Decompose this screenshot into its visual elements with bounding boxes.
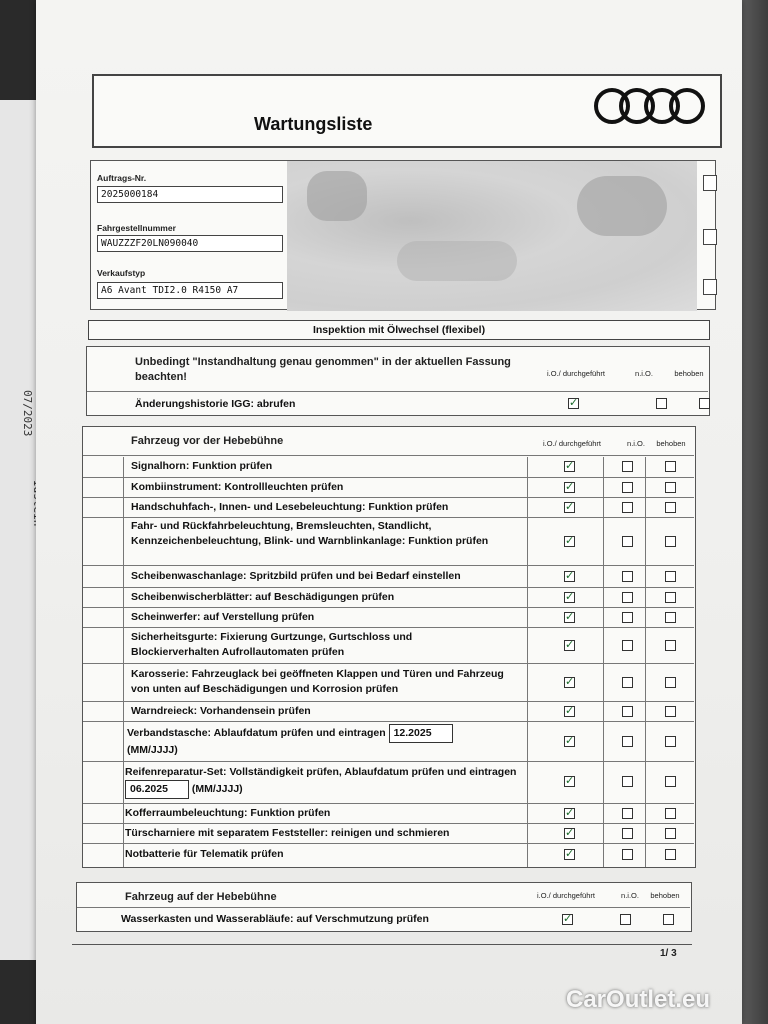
checklist-row: [83, 761, 694, 803]
checklist-row: [83, 497, 694, 517]
col-ok-header: i.O./ durchgeführt: [547, 369, 605, 378]
ok-checkbox[interactable]: [564, 640, 575, 651]
checklist-row: [83, 843, 694, 865]
info-side-box: [703, 229, 717, 245]
footer-divider: [72, 944, 692, 945]
row-text: Kofferraumbeleuchtung: Funktion prüfen: [125, 807, 331, 819]
col-fixed-header: behoben: [674, 369, 704, 378]
ok-checkbox[interactable]: [564, 808, 575, 819]
nok-checkbox[interactable]: [622, 808, 633, 819]
ok-checkbox[interactable]: [564, 536, 575, 547]
row-text: Türscharniere mit separatem Feststeller: reinigen und schmieren: [125, 827, 450, 839]
ok-checkbox[interactable]: [564, 461, 575, 472]
ok-checkbox[interactable]: [564, 849, 575, 860]
info-side-box: [703, 175, 717, 191]
row-text: Kombiinstrument: Kontrollleuchten prüfen: [131, 481, 344, 493]
fixed-checkbox[interactable]: [665, 502, 676, 513]
ok-checkbox[interactable]: [564, 828, 575, 839]
checklist-block-2: [82, 426, 696, 868]
row-text: Scheibenwaschanlage: Spritzbild prüfen und bei Bedarf einstellen: [131, 570, 461, 582]
ok-checkbox[interactable]: [564, 612, 575, 623]
ok-checkbox[interactable]: [568, 398, 579, 409]
fixed-checkbox[interactable]: [665, 828, 676, 839]
nok-checkbox[interactable]: [622, 736, 633, 747]
checklist-row: [83, 663, 694, 701]
checklist-row: [83, 607, 694, 627]
col-nok-header: n.i.O.: [621, 891, 639, 900]
col-fixed-header: behoben: [650, 891, 680, 900]
page-number: 1/ 3: [660, 948, 677, 959]
ok-checkbox[interactable]: [564, 482, 575, 493]
nok-checkbox[interactable]: [656, 398, 667, 409]
vehicle-info-box: [90, 160, 716, 310]
checklist-row: [87, 391, 708, 415]
fixed-checkbox[interactable]: [665, 612, 676, 623]
fixed-checkbox[interactable]: [665, 571, 676, 582]
nok-checkbox[interactable]: [622, 482, 633, 493]
nok-checkbox[interactable]: [622, 461, 633, 472]
row-text: Sicherheitsgurte: Fixierung Gurtzunge, Gurtschloss und Blockierverhalten Aufrollautomaten prüfen: [131, 631, 413, 658]
watermark: CarOutlet.eu: [566, 986, 711, 1013]
nok-checkbox[interactable]: [622, 776, 633, 787]
date-format-hint: (MM/JJJJ): [127, 744, 178, 756]
checklist-row: [83, 587, 694, 607]
fixed-checkbox[interactable]: [665, 736, 676, 747]
order-number-value: 2025000184: [97, 186, 283, 203]
expiry-date-field[interactable]: 12.2025: [389, 724, 453, 743]
checklist-block-1: [86, 346, 710, 416]
row-text: Handschuhfach-, Innen- und Lesebeleuchtung: Funktion prüfen: [131, 501, 449, 513]
document-header: [92, 74, 722, 148]
row-text-main: Verbandstasche: Ablaufdatum prüfen und eintragen: [127, 727, 386, 739]
nok-checkbox[interactable]: [620, 914, 631, 925]
checklist-row: [83, 823, 694, 843]
col-nok-header: n.i.O.: [635, 369, 653, 378]
checklist-row: [83, 565, 694, 587]
ok-checkbox[interactable]: [564, 571, 575, 582]
background-paper-text-date: 07/2023: [21, 390, 34, 437]
row-text-main: Reifenreparatur-Set: Vollständigkeit prüfen, Ablaufdatum prüfen und eintragen: [125, 766, 517, 778]
fixed-checkbox[interactable]: [665, 808, 676, 819]
fixed-checkbox[interactable]: [665, 677, 676, 688]
checklist-block-3: [76, 882, 692, 932]
redacted-area: [287, 161, 697, 311]
col-ok-header: i.O./ durchgeführt: [543, 439, 601, 448]
info-side-box: [703, 279, 717, 295]
checklist-row: [77, 907, 690, 931]
fixed-checkbox[interactable]: [665, 706, 676, 717]
row-text: Signalhorn: Funktion prüfen: [131, 460, 273, 472]
row-text: [127, 724, 517, 758]
sales-type-label: Verkaufstyp: [97, 268, 146, 278]
row-text: Änderungshistorie IGG: abrufen: [135, 398, 296, 410]
ok-checkbox[interactable]: [564, 592, 575, 603]
block-1-heading: Unbedingt "Instandhaltung genau genommen" in der aktuellen Fassung beachten!: [135, 356, 511, 383]
nok-checkbox[interactable]: [622, 536, 633, 547]
row-text: Wasserkasten und Wasserabläufe: auf Verschmutzung prüfen: [121, 913, 429, 925]
ok-checkbox[interactable]: [564, 677, 575, 688]
col-fixed-header: behoben: [656, 439, 686, 448]
background-paper: [0, 100, 40, 960]
sales-type-value: A6 Avant TDI2.0 R4150 A7: [97, 282, 283, 299]
ok-checkbox[interactable]: [564, 502, 575, 513]
fixed-checkbox[interactable]: [699, 398, 710, 409]
ok-checkbox[interactable]: [562, 914, 573, 925]
nok-checkbox[interactable]: [622, 640, 633, 651]
col-nok-header: n.i.O.: [627, 439, 645, 448]
row-text: Notbatterie für Telematik prüfen: [125, 848, 284, 860]
nok-checkbox[interactable]: [622, 849, 633, 860]
date-format-hint: (MM/JJJJ): [191, 783, 243, 795]
row-text: Scheibenwischerblätter: auf Beschädigungen prüfen: [131, 591, 395, 603]
checklist-row: [83, 477, 694, 497]
fixed-checkbox[interactable]: [665, 536, 676, 547]
fixed-checkbox[interactable]: [665, 592, 676, 603]
vin-value: WAUZZZF20LN090040: [97, 235, 283, 252]
fixed-checkbox[interactable]: [665, 461, 676, 472]
nok-checkbox[interactable]: [622, 571, 633, 582]
nok-checkbox[interactable]: [622, 828, 633, 839]
nok-checkbox[interactable]: [622, 677, 633, 688]
document-title: Wartungsliste: [254, 114, 373, 134]
fixed-checkbox[interactable]: [665, 482, 676, 493]
fixed-checkbox[interactable]: [665, 640, 676, 651]
fixed-checkbox[interactable]: [665, 849, 676, 860]
row-text: Scheinwerfer: auf Verstellung prüfen: [131, 611, 315, 623]
nok-checkbox[interactable]: [622, 706, 633, 717]
nok-checkbox[interactable]: [622, 592, 633, 603]
ok-checkbox[interactable]: [564, 776, 575, 787]
ok-checkbox[interactable]: [564, 706, 575, 717]
section-title: Inspektion mit Ölwechsel (flexibel): [88, 320, 710, 340]
checklist-row: [83, 803, 694, 823]
block-2-heading: Fahrzeug vor der Hebebühne: [131, 435, 284, 447]
checklist-row: [83, 455, 694, 477]
row-text: Fahr- und Rückfahrbeleuchtung, Bremsleuchten, Standlicht, Kennzeichenbeleuchtung, Blink- und Warnblinkanlage: Funktion prüfen: [131, 520, 489, 547]
audi-logo-icon: [592, 80, 710, 137]
checklist-row: [83, 517, 694, 565]
row-text: Warndreieck: Vorhandensein prüfen: [131, 705, 311, 717]
nok-checkbox[interactable]: [622, 502, 633, 513]
col-ok-header: i.O./ durchgeführt: [537, 891, 595, 900]
block-3-heading: Fahrzeug auf der Hebebühne: [125, 891, 277, 903]
expiry-date-field[interactable]: 06.2025: [125, 780, 189, 799]
fixed-checkbox[interactable]: [663, 914, 674, 925]
order-number-label: Auftrags-Nr.: [97, 173, 147, 183]
row-text: Karosserie: Fahrzeuglack bei geöffneten Klappen und Türen und Fahrzeug von unten auf Beschädigungen und Korrosion prüfen: [131, 668, 504, 695]
fixed-checkbox[interactable]: [665, 776, 676, 787]
checklist-row: [83, 721, 694, 761]
checklist-row: [83, 627, 694, 663]
nok-checkbox[interactable]: [622, 612, 633, 623]
checklist-row: [83, 701, 694, 721]
row-text: [125, 765, 525, 799]
vin-label: Fahrgestellnummer: [97, 223, 176, 233]
ok-checkbox[interactable]: [564, 736, 575, 747]
